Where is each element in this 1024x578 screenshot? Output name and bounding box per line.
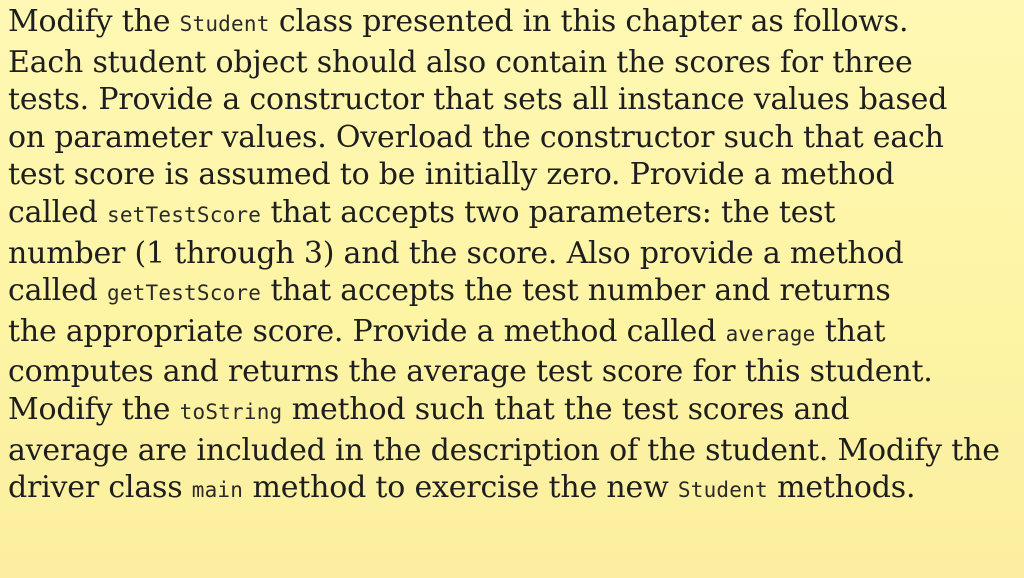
text-segment: computes and returns the average test score for this student. [8,354,933,390]
code-term-settestscore: setTestScore [106,202,262,227]
code-term-tostring: toString [179,399,283,424]
text-line-6 [8,194,1018,235]
text-segment: average are included in the description of the student. Modify the [8,432,1000,468]
text-segment: Each student object should also contain the scores for three [8,44,913,80]
text-line-2 [8,44,1018,82]
text-segment: method such that the test scores and [282,391,850,427]
text-segment: on parameter values. Overload the constructor such that each [8,119,944,155]
exercise-text [8,3,1018,510]
text-line-3 [8,81,1018,119]
text-line-4 [8,119,1018,157]
text-line-7 [8,235,1018,273]
text-segment: test score is assumed to be initially zero. Provide a method [8,157,895,193]
code-term-main: main [191,478,244,503]
text-line-12 [8,432,1018,470]
text-segment: methods. [767,470,916,506]
text-segment: method to exercise the new [243,470,678,506]
text-line-10 [8,353,1018,391]
text-line-5 [8,156,1018,194]
code-term-average: average [725,321,816,346]
text-line-1 [8,3,1018,44]
text-line-13 [8,469,1018,510]
text-segment: called [8,194,107,230]
text-segment: that [815,313,886,349]
text-line-11 [8,391,1018,432]
text-segment: class presented in this chapter as follows. [269,4,909,39]
code-term-student: Student [677,478,768,503]
text-segment: number (1 through 3) and the score. Also provide a method [8,235,904,271]
text-segment: driver class [8,470,192,506]
text-segment: that accepts two parameters: the test [261,194,836,230]
text-segment: that accepts the test number and returns [261,273,891,309]
text-line-8 [8,272,1018,313]
text-segment: tests. Provide a constructor that sets all instance values based [8,82,948,118]
text-segment: called [8,273,107,309]
code-term-gettestscore: getTestScore [106,281,262,306]
text-line-9 [8,313,1018,354]
text-segment: Modify the [8,391,180,427]
code-term-student: Student [179,12,270,36]
text-segment: Modify the [8,4,180,39]
text-segment: the appropriate score. Provide a method called [8,313,726,349]
